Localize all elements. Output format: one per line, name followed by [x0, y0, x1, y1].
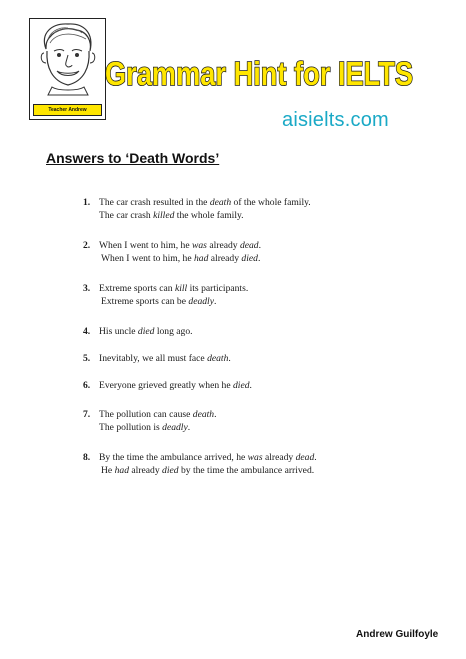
answer-text: Inevitably, we all must face	[99, 353, 208, 364]
answer-keyword: dead	[295, 452, 315, 463]
answer-keyword: death	[207, 353, 229, 364]
answer-text: His uncle	[99, 326, 138, 337]
answer-number: 5.	[83, 353, 91, 364]
answer-sentences	[99, 408, 439, 434]
answer-number: 8.	[83, 452, 91, 463]
answer-text: .	[213, 296, 217, 307]
answer-text: The car crash	[99, 210, 154, 221]
answer-number: 4.	[83, 326, 91, 337]
answer-sentence	[99, 325, 439, 338]
answer-sentences	[99, 239, 439, 265]
answer-keyword: had	[193, 253, 209, 264]
answer-text: Extreme sports can be	[101, 296, 189, 307]
banner-title: Grammar Hint for IELTS	[105, 55, 413, 92]
answer-sentence	[99, 421, 439, 434]
answer-text: already	[128, 465, 163, 476]
answer-text: its participants.	[187, 283, 249, 294]
answer-text: .	[249, 380, 252, 391]
answer-keyword: deadly	[188, 296, 214, 307]
answer-sentence	[99, 295, 439, 308]
answer-sentence	[99, 239, 439, 252]
answer-text: the whole family.	[174, 210, 244, 221]
answer-text: The pollution can cause	[99, 409, 193, 420]
page-title: Answers to ‘Death Words’	[46, 150, 220, 166]
answer-text: When I went to him, he	[101, 253, 194, 264]
answer-sentence	[99, 451, 439, 464]
answer-keyword: deadly	[162, 422, 188, 433]
answer-number: 7.	[83, 409, 91, 420]
teacher-portrait-card	[29, 18, 106, 120]
answer-sentence	[99, 408, 439, 421]
answer-number: 1.	[83, 197, 91, 208]
answer-text: .	[257, 253, 261, 264]
answer-sentences	[99, 282, 439, 308]
answer-sentence	[99, 252, 439, 265]
answer-sentence	[99, 352, 439, 365]
answer-text: already	[206, 240, 240, 251]
answer-sentence	[99, 196, 439, 209]
answer-keyword: died	[137, 326, 155, 337]
answer-sentences	[99, 325, 439, 338]
answer-text: .	[214, 409, 217, 420]
answer-keyword: died	[233, 380, 250, 391]
answer-text: Extreme sports can	[99, 283, 175, 294]
answer-sentences	[99, 451, 439, 477]
teacher-caricature-image	[32, 21, 103, 95]
answer-text: of the whole family.	[231, 197, 311, 208]
answer-keyword: had	[114, 465, 129, 476]
answer-sentence	[99, 282, 439, 295]
answer-text: .	[258, 240, 262, 251]
answer-text: .	[228, 353, 231, 364]
answer-text: .	[314, 452, 317, 463]
answer-number: 2.	[83, 240, 91, 251]
answer-text: by the time the ambulance arrived.	[178, 465, 315, 476]
answer-sentences	[99, 196, 439, 222]
answer-text: already	[208, 253, 242, 264]
answer-keyword: died	[241, 253, 258, 264]
answer-text: already	[262, 452, 296, 463]
answer-sentence	[99, 464, 439, 477]
answer-keyword: was	[247, 452, 263, 463]
answer-text: Everyone grieved greatly when he	[99, 380, 233, 391]
answer-number: 3.	[83, 283, 91, 294]
teacher-caption: Teacher Andrew	[33, 104, 102, 116]
answer-text: long ago.	[154, 326, 193, 337]
answer-keyword: died	[162, 465, 179, 476]
answer-text: He	[101, 465, 115, 476]
answer-sentence	[99, 209, 439, 222]
answer-number: 6.	[83, 380, 91, 391]
answer-keyword: dead	[239, 240, 259, 251]
answer-text: .	[187, 422, 191, 433]
grammar-hint-banner	[103, 47, 415, 95]
answer-text: The pollution is	[99, 422, 163, 433]
answer-text: The car crash resulted in the	[99, 197, 210, 208]
answer-keyword: death	[209, 197, 232, 208]
site-url[interactable]: aisielts.com	[282, 109, 389, 131]
answer-keyword: death	[192, 409, 215, 420]
answer-sentence	[99, 379, 439, 392]
answer-sentences	[99, 379, 439, 392]
answer-text: When I went to him, he	[99, 240, 192, 251]
answer-keyword: was	[191, 240, 207, 251]
answer-sentences	[99, 352, 439, 365]
answer-text: By the time the ambulance arrived, he	[99, 452, 248, 463]
answer-keyword: killed	[153, 210, 175, 221]
answer-keyword: kill	[174, 283, 188, 294]
author-name: Andrew Guilfoyle	[356, 629, 439, 640]
